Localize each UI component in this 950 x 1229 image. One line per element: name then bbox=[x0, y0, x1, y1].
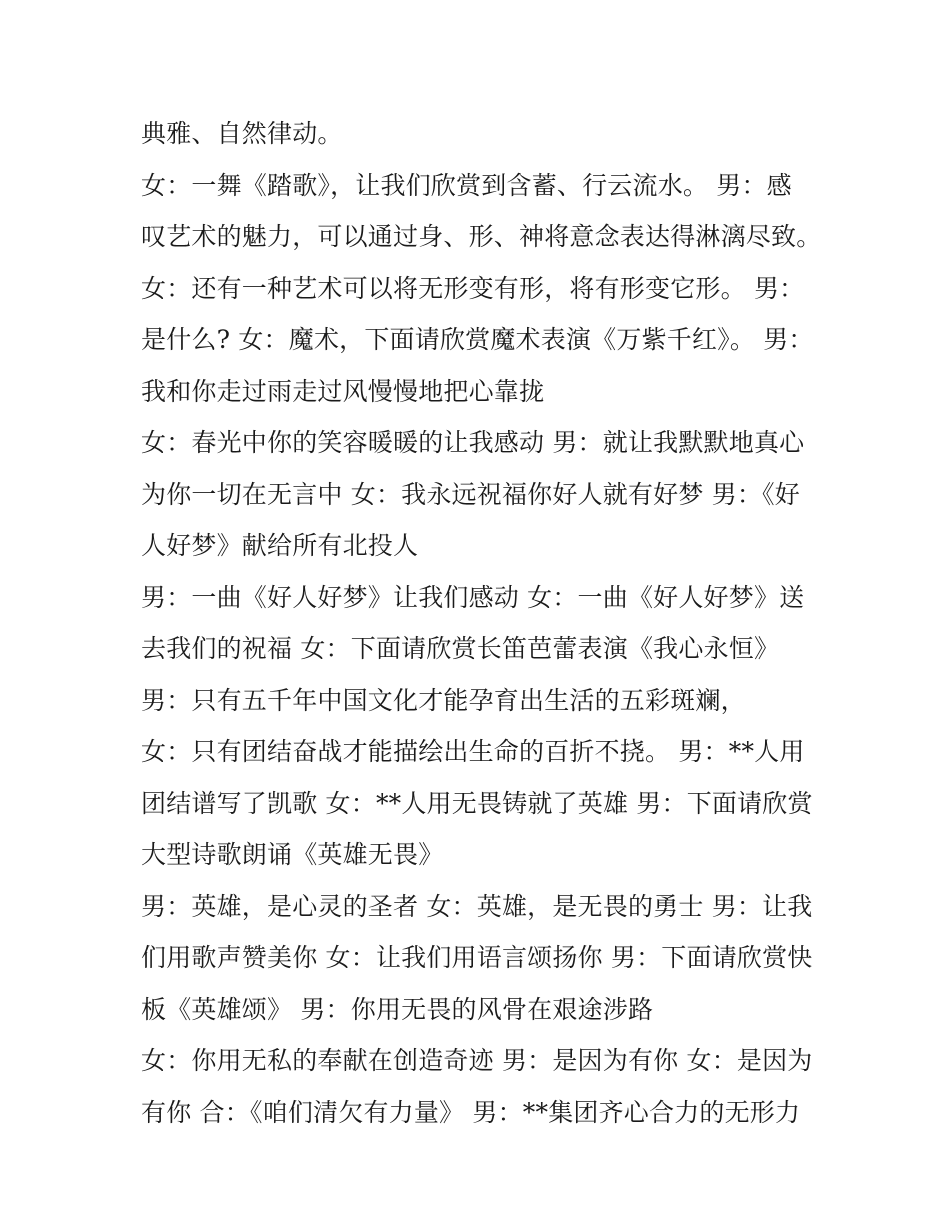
text-line: 女：只有团结奋战才能描绘出生命的百折不挠。 男：**人用 bbox=[141, 737, 805, 766]
text-line: 女：还有一种艺术可以将无形变有形，将有形变它形。 男： bbox=[141, 273, 805, 303]
text-line: 典雅、自然律动。 bbox=[141, 119, 343, 148]
text-line: 去我们的祝福 女：下面请欣赏长笛芭蕾表演《我心永恒》 bbox=[141, 634, 780, 663]
text-line: 女：一舞《踏歌》，让我们欣赏到含蓄、行云流水。 男：感 bbox=[141, 170, 792, 200]
text-line: 我和你走过雨走过风慢慢地把心靠拢 bbox=[141, 376, 545, 406]
text-line: 大型诗歌朗诵《英雄无畏》 bbox=[141, 840, 444, 869]
text-line: 女：春光中你的笑容暖暖的让我感动 男：就让我默默地真心 bbox=[141, 428, 805, 457]
text-body bbox=[141, 108, 821, 1138]
text-line: 人好梦》献给所有北投人 bbox=[141, 531, 419, 560]
text-line: 有你 合：《咱们清欠有力量》 男：**集团齐心合力的无形力 bbox=[141, 1097, 801, 1127]
text-line: 男：英雄，是心灵的圣者 女：英雄，是无畏的勇士 男：让我 bbox=[141, 891, 813, 921]
text-line: 叹艺术的魅力，可以通过身、形、神将意念表达得淋漓尽致。 bbox=[141, 222, 822, 251]
text-line: 们用歌声赞美你 女：让我们用语言颂扬你 男：下面请欣赏快 bbox=[141, 943, 813, 972]
text-line: 是什么? 女：魔术，下面请欣赏魔术表演《万紫千红》。 男： bbox=[141, 325, 814, 354]
text-line: 板《英雄颂》 男：你用无畏的风骨在艰途涉路 bbox=[141, 994, 654, 1024]
text-line: 团结谱写了凯歌 女：**人用无畏铸就了英雄 男：下面请欣赏 bbox=[141, 788, 813, 818]
text-line: 男：一曲《好人好梦》让我们感动 女：一曲《好人好梦》送 bbox=[141, 582, 805, 612]
text-line: 男：只有五千年中国文化才能孕育出生活的五彩斑斓， bbox=[141, 685, 746, 715]
text-line: 女：你用无私的奉献在创造奇迹 男：是因为有你 女：是因为 bbox=[141, 1046, 813, 1075]
text-line: 为你一切在无言中 女：我永远祝福你好人就有好梦 男：《好 bbox=[141, 479, 800, 509]
